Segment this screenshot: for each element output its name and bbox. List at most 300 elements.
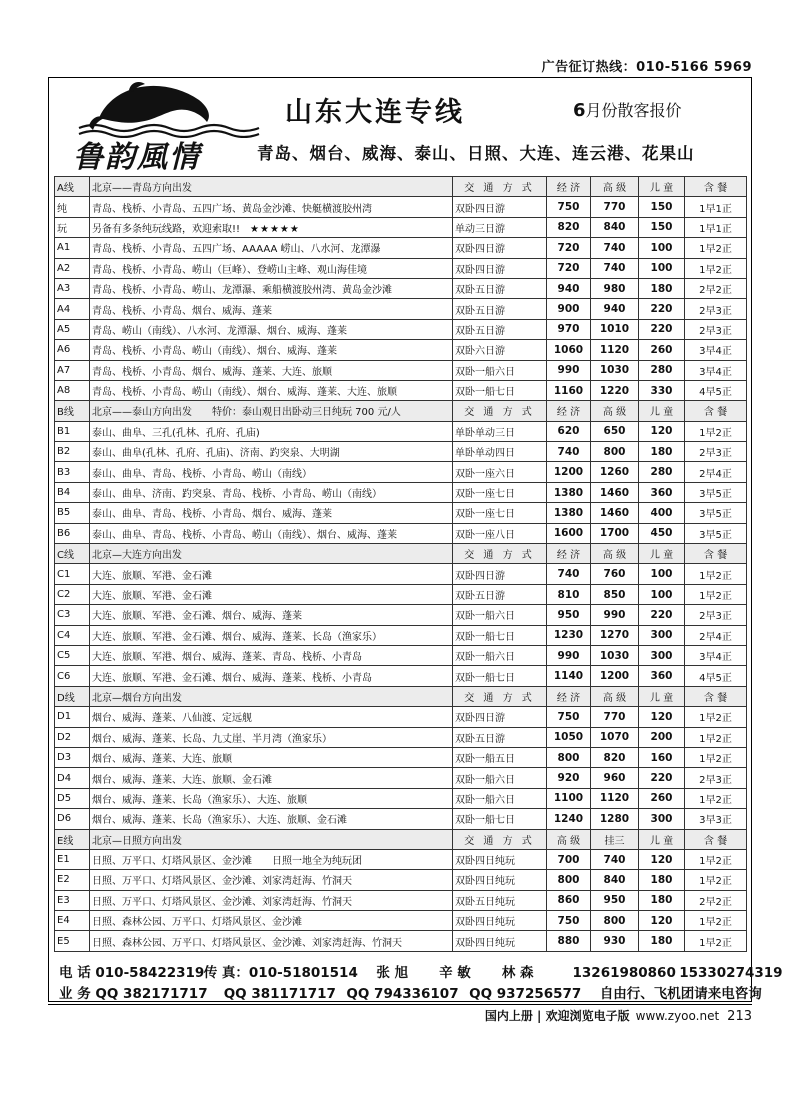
route-code: E4: [55, 911, 90, 931]
route-description: 日照、万平口、灯塔风景区、金沙滩、刘家湾赶海、竹洞天: [92, 896, 352, 908]
route-description: 大连、旅顺、军港、金石滩、烟台、威海、蓬莱: [92, 611, 302, 623]
price-sheet: [48, 77, 783, 1002]
route-description: 泰山、曲阜、青岛、栈桥、小青岛、崂山（南线）: [92, 468, 312, 480]
price-1: 1230: [547, 625, 591, 645]
section-header-row: [55, 401, 747, 421]
route-description: 日照、万平口、灯塔风景区、金沙滩 日照一地全为纯玩团: [92, 856, 362, 868]
transport-mode: 双卧一座六日: [453, 462, 547, 482]
price-2: 760: [591, 564, 639, 584]
meals: 2早4正: [685, 625, 747, 645]
route-description: 烟台、威海、蓬莱、大连、旅顺: [92, 754, 232, 766]
transport-mode: 双卧四日游: [453, 564, 547, 584]
route-cell: [90, 299, 453, 319]
price-2: 1120: [591, 340, 639, 360]
route-description: 烟台、威海、蓬莱、长岛、九丈崖、半月湾（渔家乐）: [92, 733, 332, 745]
transport-mode: 双卧四日纯玩: [453, 931, 547, 951]
price-1: 920: [547, 768, 591, 788]
rating-stars: ★★★★★: [250, 223, 300, 235]
child-price: 160: [639, 747, 685, 767]
meals: 2早3正: [685, 605, 747, 625]
route-description: 泰山、曲阜、济南、趵突泉、青岛、栈桥、小青岛、崂山（南线）: [92, 489, 382, 501]
route-code: D5: [55, 788, 90, 808]
table-row: [55, 340, 747, 360]
section-title: 北京—烟台方向出发: [90, 686, 453, 706]
price-2: 1260: [591, 462, 639, 482]
route-code: E2: [55, 870, 90, 890]
route-cell: [90, 523, 453, 543]
contact-person-1: 张 旭: [376, 965, 409, 981]
route-description: 青岛、栈桥、小青岛、烟台、威海、蓬莱: [92, 305, 272, 317]
route-cell: [90, 645, 453, 665]
mobile-2: 15330274319: [679, 965, 783, 981]
transport-mode: 双卧四日纯玩: [453, 870, 547, 890]
child-price: 300: [639, 809, 685, 829]
transport-mode: 双卧一船七日: [453, 625, 547, 645]
table-row: [55, 278, 747, 298]
footer-divider: [48, 1004, 752, 1005]
table-row: [55, 258, 747, 278]
contact-person-3: 林 森: [501, 965, 534, 981]
transport-mode: 双卧一船六日: [453, 768, 547, 788]
price-1: 720: [547, 258, 591, 278]
price-1: 970: [547, 319, 591, 339]
col-header-transport: 交 通 方 式: [453, 544, 547, 564]
price-2: 740: [591, 849, 639, 869]
price-2: 950: [591, 890, 639, 910]
transport-mode: 双卧一座七日: [453, 482, 547, 502]
price-2: 800: [591, 911, 639, 931]
meals: 1早2正: [685, 421, 747, 441]
transport-mode: 双卧五日游: [453, 584, 547, 604]
price-2: 1010: [591, 319, 639, 339]
route-cell: [90, 768, 453, 788]
child-price: 120: [639, 421, 685, 441]
child-price: 180: [639, 931, 685, 951]
route-code: D2: [55, 727, 90, 747]
fax: 传 真：010-51801514: [203, 965, 358, 981]
route-description: 大连、旅顺、军港、金石滩: [92, 570, 212, 582]
route-code: D3: [55, 747, 90, 767]
transport-mode: 双卧一船七日: [453, 666, 547, 686]
route-cell: [90, 911, 453, 931]
qq-4: QQ 937256577: [469, 986, 582, 1002]
meals: 1早2正: [685, 727, 747, 747]
route-code: A2: [55, 258, 90, 278]
route-cell: [90, 849, 453, 869]
page-title: 山东大连专线: [285, 97, 465, 128]
transport-mode: 双卧一船五日: [453, 747, 547, 767]
qq-2: QQ 381171717: [223, 986, 336, 1002]
table-row: [55, 788, 747, 808]
col-header-meals: 含 餐: [685, 544, 747, 564]
line-label: D线: [55, 686, 90, 706]
table-row: [55, 360, 747, 380]
price-1: 820: [547, 217, 591, 237]
price-2: 990: [591, 605, 639, 625]
transport-mode: 双卧四日纯玩: [453, 911, 547, 931]
section-header-row: [55, 544, 747, 564]
col-header-child: 儿 童: [639, 829, 685, 849]
transport-mode: 单动三日游: [453, 217, 547, 237]
price-2: 1460: [591, 482, 639, 502]
meals: 3早5正: [685, 482, 747, 502]
section-title: 北京——泰山方向出发 特价：泰山观日出卧动三日纯玩 700 元/人: [90, 401, 453, 421]
child-price: 220: [639, 319, 685, 339]
route-code: B4: [55, 482, 90, 502]
route-description: 日照、森林公园、万平口、灯塔风景区、金沙滩: [92, 917, 302, 929]
col-header-meals: 含 餐: [685, 177, 747, 197]
route-code: A7: [55, 360, 90, 380]
route-code: A5: [55, 319, 90, 339]
route-cell: [90, 278, 453, 298]
price-2: 1280: [591, 809, 639, 829]
child-price: 120: [639, 911, 685, 931]
transport-mode: 单卧单动三日: [453, 421, 547, 441]
table-row: [55, 666, 747, 686]
route-description: 青岛、栈桥、小青岛、烟台、威海、蓬莱、大连、旅顺: [92, 366, 332, 378]
price-2: 840: [591, 217, 639, 237]
meals: 1早2正: [685, 849, 747, 869]
child-price: 200: [639, 727, 685, 747]
table-row: [55, 462, 747, 482]
mobile-1: 13261980860: [572, 965, 676, 981]
contact-line-1: [59, 961, 783, 981]
meals: 1早1正: [685, 197, 747, 217]
child-price: 220: [639, 605, 685, 625]
price-1: 1600: [547, 523, 591, 543]
price-1: 950: [547, 605, 591, 625]
col-header-price-1: 高 级: [547, 829, 591, 849]
route-cell: [90, 462, 453, 482]
table-row: [55, 380, 747, 400]
table-row: [55, 319, 747, 339]
transport-mode: 双卧一船六日: [453, 360, 547, 380]
transport-mode: 双卧四日游: [453, 238, 547, 258]
route-cell: [90, 340, 453, 360]
child-price: 150: [639, 197, 685, 217]
price-2: 820: [591, 747, 639, 767]
transport-mode: 双卧四日纯玩: [453, 849, 547, 869]
price-1: 1060: [547, 340, 591, 360]
route-code: C3: [55, 605, 90, 625]
meals: 1早2正: [685, 788, 747, 808]
price-1: 810: [547, 584, 591, 604]
ad-hotline: 广告征订热线：010-5166 5969: [541, 60, 752, 75]
price-1: 620: [547, 421, 591, 441]
contact-person-2: 辛 敏: [439, 965, 471, 981]
col-header-price-2: 高 级: [591, 177, 639, 197]
meals: 2早3正: [685, 768, 747, 788]
route-description: 青岛、栈桥、小青岛、五四广场、AAAAA 崂山、八水河、龙潭瀑: [92, 244, 381, 256]
route-code: D4: [55, 768, 90, 788]
meals: 1早1正: [685, 217, 747, 237]
col-header-price-2: 高 级: [591, 544, 639, 564]
qq-3: QQ 794336107: [346, 986, 459, 1002]
price-1: 720: [547, 238, 591, 258]
transport-mode: 双卧五日游: [453, 319, 547, 339]
price-2: 740: [591, 238, 639, 258]
child-price: 180: [639, 890, 685, 910]
price-1: 860: [547, 890, 591, 910]
route-code: B5: [55, 503, 90, 523]
route-description: 烟台、威海、蓬莱、八仙渡、定远舰: [92, 713, 252, 725]
price-2: 770: [591, 197, 639, 217]
meals: 1早2正: [685, 584, 747, 604]
route-description: 另备有多条纯玩线路，欢迎索取!!: [92, 223, 241, 235]
route-description: 烟台、威海、蓬莱、长岛（渔家乐）、大连、旅顺、金石滩: [92, 815, 347, 827]
meals: 1早2正: [685, 911, 747, 931]
meals: 3早4正: [685, 360, 747, 380]
brand-name: 鲁韵風情: [73, 140, 201, 175]
child-price: 100: [639, 584, 685, 604]
table-row: [55, 911, 747, 931]
route-description: 青岛、栈桥、小青岛、崂山（南线）、烟台、威海、蓬莱: [92, 346, 337, 358]
qq-1: 业 务 QQ 382171717: [59, 986, 208, 1002]
child-price: 260: [639, 788, 685, 808]
route-description: 泰山、曲阜、三孔(孔林、孔府、孔庙): [92, 427, 260, 439]
route-cell: [90, 442, 453, 462]
route-code: A3: [55, 278, 90, 298]
section-title: 北京—大连方向出发: [90, 544, 453, 564]
route-code: B1: [55, 421, 90, 441]
price-1: 1240: [547, 809, 591, 829]
child-price: 100: [639, 258, 685, 278]
meals: 3早3正: [685, 809, 747, 829]
route-cell: [90, 421, 453, 441]
table-row: [55, 890, 747, 910]
route-cell: [90, 605, 453, 625]
price-2: 850: [591, 584, 639, 604]
route-code: E5: [55, 931, 90, 951]
table-row: [55, 523, 747, 543]
route-code: D1: [55, 707, 90, 727]
child-price: 220: [639, 768, 685, 788]
child-price: 280: [639, 462, 685, 482]
child-price: 260: [639, 340, 685, 360]
price-1: 1160: [547, 380, 591, 400]
col-header-price-2: 高 级: [591, 401, 639, 421]
price-1: 740: [547, 442, 591, 462]
table-row: [55, 482, 747, 502]
route-cell: [90, 707, 453, 727]
route-cell: [90, 197, 453, 217]
line-label: E线: [55, 829, 90, 849]
meals: 1早2正: [685, 707, 747, 727]
price-1: 800: [547, 870, 591, 890]
col-header-price-1: 经 济: [547, 686, 591, 706]
route-code: E1: [55, 849, 90, 869]
price-1: 1100: [547, 788, 591, 808]
col-header-meals: 含 餐: [685, 829, 747, 849]
transport-mode: 双卧四日游: [453, 707, 547, 727]
transport-mode: 双卧一船六日: [453, 605, 547, 625]
route-cell: [90, 666, 453, 686]
price-1: 750: [547, 707, 591, 727]
price-1: 700: [547, 849, 591, 869]
col-header-meals: 含 餐: [685, 686, 747, 706]
route-description: 泰山、曲阜、青岛、栈桥、小青岛、烟台、威海、蓬莱: [92, 509, 332, 521]
transport-mode: 双卧五日游: [453, 278, 547, 298]
child-price: 100: [639, 238, 685, 258]
route-code: 纯: [55, 197, 90, 217]
col-header-transport: 交 通 方 式: [453, 401, 547, 421]
child-price: 120: [639, 849, 685, 869]
price-1: 990: [547, 360, 591, 380]
price-1: 750: [547, 197, 591, 217]
page-number: 213: [727, 1009, 752, 1024]
meals: 1早2正: [685, 238, 747, 258]
route-cell: [90, 503, 453, 523]
child-price: 180: [639, 442, 685, 462]
meals: 1早2正: [685, 564, 747, 584]
table-row: [55, 299, 747, 319]
table-row: [55, 645, 747, 665]
route-cell: [90, 564, 453, 584]
route-code: A6: [55, 340, 90, 360]
price-2: 1220: [591, 380, 639, 400]
route-description: 烟台、威海、蓬莱、长岛（渔家乐）、大连、旅顺: [92, 794, 307, 806]
col-header-child: 儿 童: [639, 401, 685, 421]
route-cell: [90, 258, 453, 278]
route-description: 大连、旅顺、军港、金石滩、烟台、威海、蓬莱、栈桥、小青岛: [92, 672, 372, 684]
child-price: 220: [639, 299, 685, 319]
footer-label: 国内上册 | 欢迎浏览电子版: [484, 1009, 630, 1023]
price-2: 1030: [591, 360, 639, 380]
table-row: [55, 707, 747, 727]
child-price: 360: [639, 482, 685, 502]
month-number: 6: [573, 100, 586, 121]
price-1: 940: [547, 278, 591, 298]
route-cell: [90, 217, 453, 237]
meals: 3早5正: [685, 503, 747, 523]
route-code: C4: [55, 625, 90, 645]
col-header-child: 儿 童: [639, 177, 685, 197]
route-code: C6: [55, 666, 90, 686]
price-2: 800: [591, 442, 639, 462]
section-title: 北京——青岛方向出发: [90, 177, 453, 197]
section-header-row: [55, 829, 747, 849]
price-1: 1380: [547, 482, 591, 502]
route-cell: [90, 727, 453, 747]
meals: 1早2正: [685, 258, 747, 278]
child-price: 100: [639, 564, 685, 584]
route-cell: [90, 890, 453, 910]
price-2: 1200: [591, 666, 639, 686]
transport-mode: 双卧六日游: [453, 340, 547, 360]
child-price: 330: [639, 380, 685, 400]
transport-mode: 双卧四日游: [453, 258, 547, 278]
table-row: [55, 238, 747, 258]
col-header-price-1: 经 济: [547, 544, 591, 564]
price-2: 650: [591, 421, 639, 441]
child-price: 450: [639, 523, 685, 543]
transport-mode: 双卧一船七日: [453, 809, 547, 829]
section-header-row: [55, 177, 747, 197]
table-row: [55, 217, 747, 237]
table-row: [55, 564, 747, 584]
route-description: 大连、旅顺、军港、金石滩: [92, 591, 212, 602]
transport-mode: 双卧五日游: [453, 727, 547, 747]
line-label: A线: [55, 177, 90, 197]
meals: 3早5正: [685, 523, 747, 543]
route-code: E3: [55, 890, 90, 910]
col-header-price-1: 经 济: [547, 401, 591, 421]
price-1: 740: [547, 564, 591, 584]
meals: 4早5正: [685, 666, 747, 686]
table-row: [55, 870, 747, 890]
route-description: 青岛、栈桥、小青岛、崂山（南线）、烟台、威海、蓬莱、大连、旅顺: [92, 387, 397, 399]
route-cell: [90, 482, 453, 502]
line-label: B线: [55, 401, 90, 421]
meals: 1早2正: [685, 747, 747, 767]
meals: 2早2正: [685, 890, 747, 910]
table-row: [55, 197, 747, 217]
route-cell: [90, 360, 453, 380]
route-description: 泰山、曲阜(孔林、孔府、孔庙)、济南、趵突泉、大明湖: [92, 448, 340, 460]
meals: 2早4正: [685, 462, 747, 482]
child-price: 120: [639, 707, 685, 727]
table-row: [55, 768, 747, 788]
route-code: C5: [55, 645, 90, 665]
transport-mode: 双卧一船六日: [453, 788, 547, 808]
route-cell: [90, 625, 453, 645]
col-header-transport: 交 通 方 式: [453, 829, 547, 849]
col-header-child: 儿 童: [639, 686, 685, 706]
price-2: 770: [591, 707, 639, 727]
route-description: 大连、旅顺、军港、金石滩、烟台、威海、蓬莱、长岛（渔家乐）: [92, 631, 382, 643]
child-price: 300: [639, 625, 685, 645]
table-row: [55, 727, 747, 747]
price-2: 1030: [591, 645, 639, 665]
route-code: B2: [55, 442, 90, 462]
child-price: 400: [639, 503, 685, 523]
route-cell: [90, 238, 453, 258]
transport-mode: 双卧五日游: [453, 299, 547, 319]
table-row: [55, 421, 747, 441]
meals: 4早5正: [685, 380, 747, 400]
meals: 2早3正: [685, 299, 747, 319]
transport-mode: 双卧一座七日: [453, 503, 547, 523]
section-header-row: [55, 686, 747, 706]
child-price: 300: [639, 645, 685, 665]
price-1: 880: [547, 931, 591, 951]
route-description: 青岛、栈桥、小青岛、崂山（巨峰）、登崂山主峰、观山海佳境: [92, 264, 367, 276]
table-row: [55, 931, 747, 951]
table-row: [55, 747, 747, 767]
route-cell: [90, 584, 453, 604]
route-description: 青岛、栈桥、小青岛、五四广场、黄岛金沙滩、快艇横渡胶州湾: [92, 203, 372, 215]
price-2: 960: [591, 768, 639, 788]
child-price: 360: [639, 666, 685, 686]
transport-mode: 双卧一船六日: [453, 645, 547, 665]
route-code: A8: [55, 380, 90, 400]
route-code: A4: [55, 299, 90, 319]
child-price: 150: [639, 217, 685, 237]
subtitle-text: 月份散客报价: [585, 101, 682, 120]
price-1: 800: [547, 747, 591, 767]
phone: 电 话 010-58422319: [59, 965, 205, 981]
meals: 1早2正: [685, 931, 747, 951]
city-list: 青岛、烟台、威海、泰山、日照、大连、连云港、花果山: [257, 144, 695, 163]
price-1: 1380: [547, 503, 591, 523]
route-description: 青岛、栈桥、小青岛、崂山、龙潭瀑、乘船横渡胶州湾、黄岛金沙滩: [92, 285, 392, 297]
route-cell: [90, 319, 453, 339]
meals: 2早3正: [685, 319, 747, 339]
transport-mode: 双卧四日游: [453, 197, 547, 217]
price-1: 1200: [547, 462, 591, 482]
route-code: 玩: [55, 217, 90, 237]
price-2: 1120: [591, 788, 639, 808]
